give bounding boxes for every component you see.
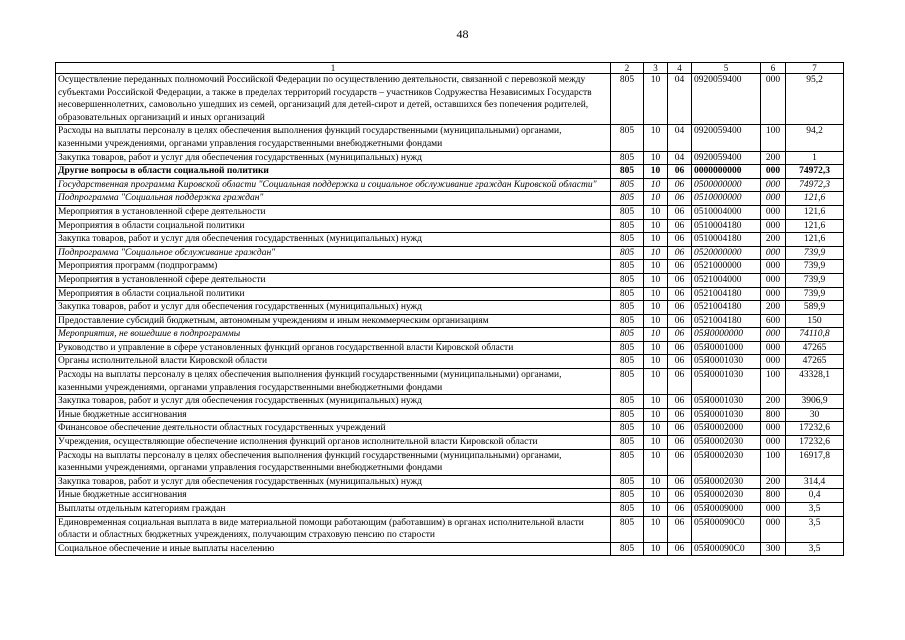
expense-type-cell: 200 [761,475,786,489]
ministry-code-cell: 805 [611,219,644,233]
section-cell: 10 [644,436,668,450]
expense-type-cell: 000 [761,165,786,179]
expense-type-cell: 100 [761,369,786,395]
subsection-cell: 06 [668,422,692,436]
table-row [56,475,844,489]
ministry-code-cell: 805 [611,192,644,206]
item-name-cell: Мероприятия в установленной сфере деятельности [56,205,611,219]
subsection-cell: 06 [668,178,692,192]
section-cell: 10 [644,503,668,517]
amount-cell: 47265 [786,341,844,355]
expense-type-cell: 000 [761,422,786,436]
amount-cell: 16917,8 [786,449,844,475]
table-row [56,314,844,328]
page-number: 48 [456,27,469,41]
expense-type-cell: 200 [761,301,786,315]
subsection-cell: 06 [668,314,692,328]
table-row [56,273,844,287]
ministry-code-cell: 805 [611,369,644,395]
expense-type-cell: 000 [761,246,786,260]
section-cell: 10 [644,74,668,125]
section-cell: 10 [644,287,668,301]
item-name-cell: Предоставление субсидий бюджетным, автономным учреждениям и иным некоммерческим организациям [56,314,611,328]
table-row [56,422,844,436]
amount-cell: 739,9 [786,246,844,260]
amount-cell: 314,4 [786,475,844,489]
ministry-code-cell: 805 [611,516,644,542]
section-cell: 10 [644,246,668,260]
expense-type-cell: 000 [761,341,786,355]
target-article-cell: 0920059400 [692,151,761,165]
item-name-cell: Закупка товаров, работ и услуг для обеспечения государственных (муниципальных) нужд [56,233,611,247]
section-cell: 10 [644,489,668,503]
subsection-cell: 06 [668,328,692,342]
section-cell: 10 [644,301,668,315]
target-article-cell: 05Я0009000 [692,503,761,517]
target-article-cell: 0510004180 [692,219,761,233]
target-article-cell: 0510004000 [692,205,761,219]
header-cell: 5 [692,63,761,74]
item-name-cell: Расходы на выплаты персоналу в целях обеспечения выполнения функций государственными (муниципальными) органами, казенными учреждениями, органами управления государственными внебюджетными фондами [56,369,611,395]
ministry-code-cell: 805 [611,436,644,450]
expense-type-cell: 000 [761,192,786,206]
header-cell: 1 [56,63,611,74]
table-row [56,503,844,517]
section-cell: 10 [644,178,668,192]
amount-cell: 74972,3 [786,178,844,192]
table-row [56,74,844,125]
subsection-cell: 04 [668,151,692,165]
expense-type-cell: 800 [761,408,786,422]
amount-cell: 121,6 [786,233,844,247]
target-article-cell: 0521004180 [692,287,761,301]
ministry-code-cell: 805 [611,355,644,369]
section-cell: 10 [644,125,668,151]
table-row [56,178,844,192]
section-cell: 10 [644,395,668,409]
section-cell: 10 [644,516,668,542]
expense-type-cell: 200 [761,151,786,165]
target-article-cell: 05Я0001030 [692,395,761,409]
item-name-cell: Мероприятия в установленной сфере деятельности [56,273,611,287]
item-name-cell: Мероприятия программ (подпрограмм) [56,260,611,274]
target-article-cell: 0000000000 [692,165,761,179]
subsection-cell: 06 [668,192,692,206]
target-article-cell: 05Я0002030 [692,449,761,475]
expense-type-cell: 100 [761,125,786,151]
section-cell: 10 [644,219,668,233]
table-row [56,328,844,342]
item-name-cell: Закупка товаров, работ и услуг для обеспечения государственных (муниципальных) нужд [56,475,611,489]
subsection-cell: 06 [668,287,692,301]
section-cell: 10 [644,408,668,422]
table-row [56,165,844,179]
ministry-code-cell: 805 [611,74,644,125]
subsection-cell: 06 [668,503,692,517]
section-cell: 10 [644,449,668,475]
amount-cell: 95,2 [786,74,844,125]
target-article-cell: 0510000000 [692,192,761,206]
target-article-cell: 0520000000 [692,246,761,260]
amount-cell: 3906,9 [786,395,844,409]
amount-cell: 17232,6 [786,436,844,450]
amount-cell: 121,6 [786,192,844,206]
table-row [56,355,844,369]
header-row [56,63,844,74]
subsection-cell: 04 [668,74,692,125]
ministry-code-cell: 805 [611,165,644,179]
subsection-cell: 06 [668,301,692,315]
ministry-code-cell: 805 [611,246,644,260]
expense-type-cell: 000 [761,273,786,287]
section-cell: 10 [644,233,668,247]
expense-type-cell: 000 [761,219,786,233]
table-row [56,192,844,206]
subsection-cell: 06 [668,260,692,274]
budget-table [55,62,844,556]
ministry-code-cell: 805 [611,287,644,301]
target-article-cell: 05Я00090С0 [692,542,761,556]
section-cell: 10 [644,205,668,219]
section-cell: 10 [644,341,668,355]
table-row [56,449,844,475]
expense-type-cell: 000 [761,436,786,450]
expense-type-cell: 100 [761,449,786,475]
section-cell: 10 [644,355,668,369]
ministry-code-cell: 805 [611,408,644,422]
section-cell: 10 [644,273,668,287]
ministry-code-cell: 805 [611,503,644,517]
ministry-code-cell: 805 [611,422,644,436]
item-name-cell: Органы исполнительной власти Кировской области [56,355,611,369]
table-row [56,516,844,542]
table-row [56,436,844,450]
item-name-cell: Другие вопросы в области социальной политики [56,165,611,179]
amount-cell: 3,5 [786,503,844,517]
target-article-cell: 0920059400 [692,125,761,151]
target-article-cell: 05Я0002000 [692,422,761,436]
ministry-code-cell: 805 [611,273,644,287]
table-row [56,369,844,395]
header-cell: 6 [761,63,786,74]
expense-type-cell: 300 [761,542,786,556]
target-article-cell: 0920059400 [692,74,761,125]
target-article-cell: 05Я0001030 [692,355,761,369]
expense-type-cell: 000 [761,205,786,219]
subsection-cell: 06 [668,246,692,260]
ministry-code-cell: 805 [611,475,644,489]
table-row [56,301,844,315]
amount-cell: 0,4 [786,489,844,503]
target-article-cell: 05Я00090С0 [692,516,761,542]
item-name-cell: Расходы на выплаты персоналу в целях обеспечения выполнения функций государственными (муниципальными) органами, казенными учреждениями, органами управления государственными внебюджетными фондами [56,449,611,475]
subsection-cell: 06 [668,341,692,355]
target-article-cell: 05Я0001030 [692,369,761,395]
section-cell: 10 [644,328,668,342]
amount-cell: 589,9 [786,301,844,315]
table-row [56,233,844,247]
item-name-cell: Мероприятия в области социальной политики [56,287,611,301]
header-cell: 7 [786,63,844,74]
item-name-cell: Осуществление переданных полномочий Российской Федерации по осуществлению деятельности, связанной с перевозкой между субъектами Российской Федерации, а также в пределах территорий государств – участников Содружества Независимых Государств несовершеннолетних, самовольно ушедших из семей, организаций для детей-сирот и детей, оставшихся без попечения родителей, образовательных организаций и иных организаций [56,74,611,125]
table-row [56,260,844,274]
amount-cell: 739,9 [786,260,844,274]
target-article-cell: 05Я0001000 [692,341,761,355]
item-name-cell: Мероприятия в области социальной политики [56,219,611,233]
target-article-cell: 0521004000 [692,273,761,287]
amount-cell: 1 [786,151,844,165]
amount-cell: 739,9 [786,287,844,301]
expense-type-cell: 200 [761,233,786,247]
table-row [56,542,844,556]
item-name-cell: Закупка товаров, работ и услуг для обеспечения государственных (муниципальных) нужд [56,151,611,165]
ministry-code-cell: 805 [611,328,644,342]
ministry-code-cell: 805 [611,151,644,165]
item-name-cell: Выплаты отдельным категориям граждан [56,503,611,517]
target-article-cell: 05Я0002030 [692,475,761,489]
item-name-cell: Единовременная социальная выплата в виде материальной помощи работающим (работавшим) в органах исполнительной власти области и областных бюджетных учреждениях, получающим страховую пенсию по старости [56,516,611,542]
subsection-cell: 06 [668,489,692,503]
table-row [56,395,844,409]
table-row [56,287,844,301]
item-name-cell: Государственная программа Кировской области "Социальная поддержка и социальное обслуживание граждан Кировской области" [56,178,611,192]
expense-type-cell: 200 [761,395,786,409]
header-cell: 3 [644,63,668,74]
subsection-cell: 06 [668,408,692,422]
amount-cell: 3,5 [786,542,844,556]
amount-cell: 121,6 [786,219,844,233]
subsection-cell: 06 [668,436,692,450]
amount-cell: 94,2 [786,125,844,151]
ministry-code-cell: 805 [611,260,644,274]
ministry-code-cell: 805 [611,395,644,409]
amount-cell: 30 [786,408,844,422]
target-article-cell: 05Я0000000 [692,328,761,342]
subsection-cell: 06 [668,542,692,556]
subsection-cell: 06 [668,273,692,287]
table-row [56,151,844,165]
amount-cell: 739,9 [786,273,844,287]
table-row [56,125,844,151]
item-name-cell: Мероприятия, не вошедшие в подпрограммы [56,328,611,342]
expense-type-cell: 000 [761,328,786,342]
amount-cell: 74972,3 [786,165,844,179]
amount-cell: 47265 [786,355,844,369]
ministry-code-cell: 805 [611,233,644,247]
target-article-cell: 05Я0002030 [692,436,761,450]
expense-type-cell: 800 [761,489,786,503]
target-article-cell: 0521004180 [692,314,761,328]
table-row [56,489,844,503]
subsection-cell: 06 [668,219,692,233]
table-row [56,341,844,355]
expense-type-cell: 000 [761,355,786,369]
item-name-cell: Закупка товаров, работ и услуг для обеспечения государственных (муниципальных) нужд [56,395,611,409]
item-name-cell: Руководство и управление в сфере установленных функций органов государственной власти Кировской области [56,341,611,355]
expense-type-cell: 600 [761,314,786,328]
target-article-cell: 0521004180 [692,301,761,315]
section-cell: 10 [644,422,668,436]
amount-cell: 121,6 [786,205,844,219]
table-row [56,219,844,233]
target-article-cell: 05Я0002030 [692,489,761,503]
item-name-cell: Расходы на выплаты персоналу в целях обеспечения выполнения функций государственными (муниципальными) органами, казенными учреждениями, органами управления государственными внебюджетными фондами [56,125,611,151]
ministry-code-cell: 805 [611,449,644,475]
ministry-code-cell: 805 [611,125,644,151]
section-cell: 10 [644,314,668,328]
table-row [56,246,844,260]
section-cell: 10 [644,260,668,274]
item-name-cell: Закупка товаров, работ и услуг для обеспечения государственных (муниципальных) нужд [56,301,611,315]
expense-type-cell: 000 [761,287,786,301]
item-name-cell: Иные бюджетные ассигнования [56,408,611,422]
section-cell: 10 [644,475,668,489]
subsection-cell: 06 [668,165,692,179]
target-article-cell: 0500000000 [692,178,761,192]
amount-cell: 17232,6 [786,422,844,436]
target-article-cell: 0521000000 [692,260,761,274]
item-name-cell: Подпрограмма "Социальная поддержка граждан" [56,192,611,206]
amount-cell: 74110,8 [786,328,844,342]
target-article-cell: 05Я0001030 [692,408,761,422]
item-name-cell: Подпрограмма "Социальное обслуживание граждан" [56,246,611,260]
item-name-cell: Иные бюджетные ассигнования [56,489,611,503]
subsection-cell: 06 [668,233,692,247]
table-row [56,408,844,422]
subsection-cell: 06 [668,355,692,369]
amount-cell: 150 [786,314,844,328]
expense-type-cell: 000 [761,260,786,274]
expense-type-cell: 000 [761,516,786,542]
subsection-cell: 04 [668,125,692,151]
ministry-code-cell: 805 [611,301,644,315]
header-cell: 4 [668,63,692,74]
ministry-code-cell: 805 [611,542,644,556]
subsection-cell: 06 [668,475,692,489]
expense-type-cell: 000 [761,74,786,125]
ministry-code-cell: 805 [611,205,644,219]
ministry-code-cell: 805 [611,341,644,355]
amount-cell: 43328,1 [786,369,844,395]
expense-type-cell: 000 [761,178,786,192]
section-cell: 10 [644,542,668,556]
section-cell: 10 [644,192,668,206]
ministry-code-cell: 805 [611,178,644,192]
subsection-cell: 06 [668,516,692,542]
ministry-code-cell: 805 [611,314,644,328]
item-name-cell: Учреждения, осуществляющие обеспечение исполнения функций органов исполнительной власти Кировской области [56,436,611,450]
section-cell: 10 [644,165,668,179]
subsection-cell: 06 [668,205,692,219]
subsection-cell: 06 [668,395,692,409]
section-cell: 10 [644,369,668,395]
table-row [56,205,844,219]
target-article-cell: 0510004180 [692,233,761,247]
table-body [56,63,844,556]
subsection-cell: 06 [668,369,692,395]
section-cell: 10 [644,151,668,165]
item-name-cell: Финансовое обеспечение деятельности областных государственных учреждений [56,422,611,436]
header-cell: 2 [611,63,644,74]
amount-cell: 3,5 [786,516,844,542]
expense-type-cell: 000 [761,503,786,517]
subsection-cell: 06 [668,449,692,475]
ministry-code-cell: 805 [611,489,644,503]
item-name-cell: Социальное обеспечение и иные выплаты населению [56,542,611,556]
